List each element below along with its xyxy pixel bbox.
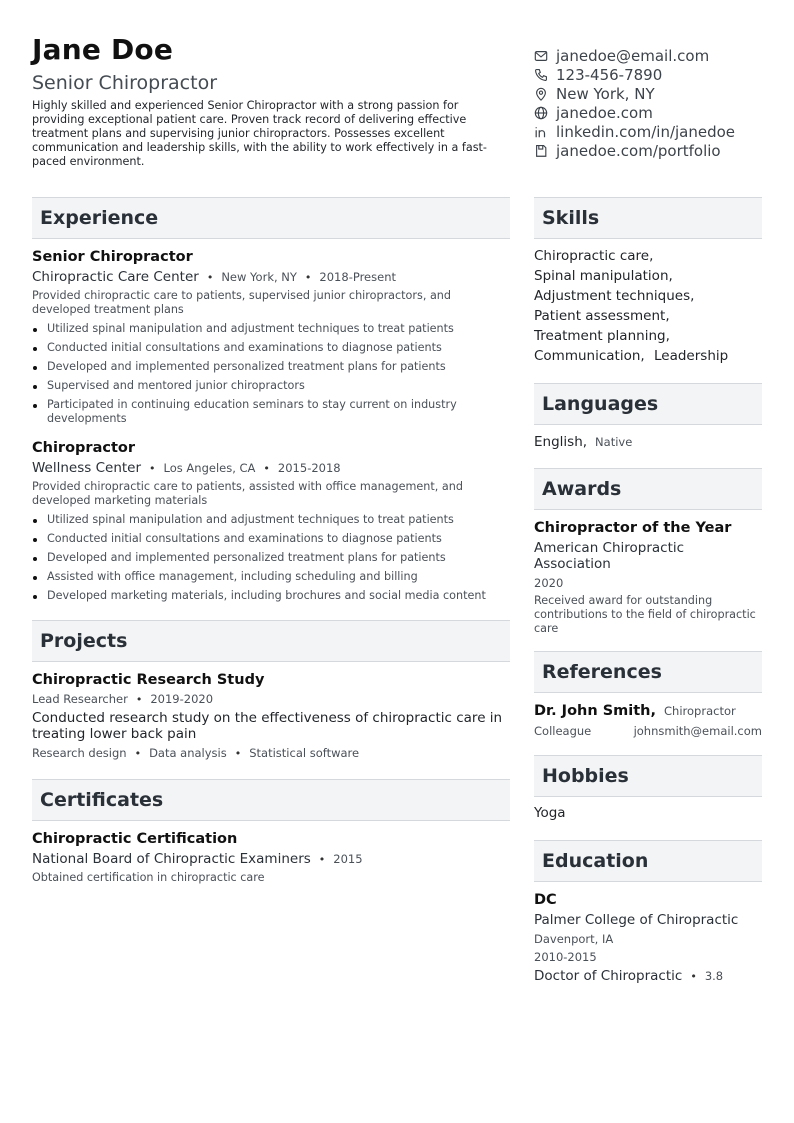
project-dates: 2019-2020 (150, 692, 214, 706)
contact-linkedin-text: linkedin.com/in/janedoe (556, 122, 736, 141)
experience-item (32, 440, 510, 603)
certificates-heading: Certificates (32, 779, 510, 821)
separator-dot: • (690, 970, 697, 983)
education-dates: 2010-2015 (534, 950, 597, 964)
globe-icon (534, 106, 548, 120)
main-column (32, 197, 510, 885)
language-name: English, (534, 434, 588, 450)
skill-item: Chiropractic care, (534, 248, 654, 264)
candidate-title: Senior Chiropractor (32, 72, 217, 94)
contact-phone-text: 123-456-7890 (556, 65, 663, 84)
contact-linkedin[interactable] (534, 122, 774, 141)
award-item (534, 520, 762, 636)
education-school: Palmer College of Chiropractic (534, 912, 739, 928)
project-tag: Data analysis (149, 746, 227, 760)
reference-name-row (534, 703, 762, 719)
separator-dot: • (149, 462, 156, 475)
skill-item: Spinal manipulation, (534, 268, 673, 284)
separator-dot: • (134, 747, 142, 760)
award-year: 2020 (534, 576, 564, 590)
references-heading: References (534, 651, 762, 693)
award-org: American Chiropractic Association (534, 540, 685, 572)
project-role: Lead Researcher (32, 692, 128, 706)
skill-item: Treatment planning, (534, 328, 670, 344)
certificate-item (32, 831, 510, 885)
contact-portfolio[interactable] (534, 141, 774, 160)
project-meta (32, 692, 510, 706)
skill-item: Leadership (654, 348, 729, 364)
reference-name: Dr. John Smith, (534, 703, 657, 719)
candidate-name: Jane Doe (32, 33, 174, 66)
education-location: Davenport, IA (534, 932, 614, 946)
certificate-year: 2015 (333, 852, 363, 866)
projects-heading: Projects (32, 620, 510, 662)
contact-location-text: New York, NY (556, 84, 655, 103)
language-level: Native (595, 435, 633, 449)
contact-portfolio-text: janedoe.com/portfolio (556, 141, 721, 160)
education-field-row (534, 968, 762, 984)
education-item (534, 892, 762, 984)
contact-website-text: janedoe.com (556, 103, 653, 122)
separator-dot: • (318, 853, 326, 866)
reference-email[interactable]: johnsmith@email.com (633, 724, 762, 738)
job-company: Wellness Center (32, 460, 142, 476)
reference-item (534, 703, 762, 738)
email-icon (534, 49, 548, 63)
contact-phone[interactable] (534, 65, 774, 84)
phone-icon (534, 68, 548, 82)
job-bullet: Conducted initial consultations and examinations to diagnose patients (32, 341, 510, 355)
job-description: Provided chiropractic care to patients, assisted with office management, and developed marketing materials (32, 480, 463, 507)
job-bullet: Utilized spinal manipulation and adjustment techniques to treat patients (32, 513, 510, 527)
skill-row (534, 346, 762, 366)
certificate-title: Chiropractic Certification (32, 831, 238, 847)
project-item (32, 672, 510, 760)
language-item (534, 434, 762, 450)
portfolio-icon (534, 144, 548, 158)
contact-email[interactable] (534, 46, 774, 65)
job-meta (32, 460, 510, 476)
location-icon (534, 87, 548, 101)
job-meta (32, 269, 510, 285)
reference-relation: Colleague (534, 724, 592, 738)
job-location: New York, NY (221, 270, 297, 284)
job-bullet: Participated in continuing education seminars to stay current on industry developments (32, 398, 510, 426)
experience-heading: Experience (32, 197, 510, 239)
job-bullet: Supervised and mentored junior chiropractors (32, 379, 510, 393)
education-gpa: 3.8 (704, 969, 724, 983)
certificate-description: Obtained certification in chiropractic care (32, 871, 265, 884)
separator-dot: • (135, 693, 143, 706)
award-description: Received award for outstanding contributions to the field of chiropractic care (534, 594, 756, 635)
separator-dot: • (234, 747, 242, 760)
job-company: Chiropractic Care Center (32, 269, 199, 285)
education-heading: Education (534, 840, 762, 882)
project-title: Chiropractic Research Study (32, 672, 265, 688)
sidebar-column (534, 197, 762, 984)
skills-heading: Skills (534, 197, 762, 239)
contact-list (534, 46, 774, 160)
job-role: Senior Chiropractor (32, 249, 193, 265)
project-tags (32, 746, 510, 760)
separator-dot: • (304, 271, 312, 284)
job-bullet: Utilized spinal manipulation and adjustment techniques to treat patients (32, 322, 510, 336)
job-bullets (32, 513, 510, 603)
job-dates: 2015-2018 (277, 461, 341, 475)
skill-item: Adjustment techniques, (534, 288, 695, 304)
project-tag: Research design (32, 746, 127, 760)
job-dates: 2018-Present (319, 270, 396, 284)
linkedin-icon (534, 125, 548, 139)
job-location: Los Angeles, CA (163, 461, 256, 475)
awards-heading: Awards (534, 468, 762, 510)
skills-list (534, 246, 762, 366)
project-tag: Statistical software (249, 746, 360, 760)
contact-website[interactable] (534, 103, 774, 122)
reference-role: Chiropractor (664, 704, 736, 718)
job-bullet: Developed and implemented personalized treatment plans for patients (32, 551, 510, 565)
education-field: Doctor of Chiropractic (534, 968, 683, 984)
job-role: Chiropractor (32, 440, 136, 456)
contact-email-text: janedoe@email.com (556, 46, 710, 65)
award-title: Chiropractor of the Year (534, 520, 732, 536)
languages-heading: Languages (534, 383, 762, 425)
certificate-issuer: National Board of Chiropractic Examiners (32, 851, 311, 867)
contact-location (534, 84, 774, 103)
separator-dot: • (206, 271, 214, 284)
job-bullet: Conducted initial consultations and examinations to diagnose patients (32, 532, 510, 546)
certificate-meta (32, 851, 510, 867)
skill-item: Patient assessment, (534, 308, 670, 324)
job-bullet: Developed marketing materials, including brochures and social media content (32, 589, 510, 603)
education-degree: DC (534, 892, 557, 908)
job-bullet: Developed and implemented personalized treatment plans for patients (32, 360, 510, 374)
hobby-item: Yoga (534, 805, 566, 821)
hobbies-heading: Hobbies (534, 755, 762, 797)
job-bullet: Assisted with office management, including scheduling and billing (32, 570, 510, 584)
job-description: Provided chiropractic care to patients, supervised junior chiropractors, and developed treatment plans (32, 289, 451, 316)
experience-item (32, 249, 510, 426)
job-bullets (32, 322, 510, 426)
separator-dot: • (263, 462, 270, 475)
skill-item: Communication, (534, 348, 645, 364)
summary-text: Highly skilled and experienced Senior Chiropractor with a strong passion for providing exceptional patient care. Proven track record of delivering effective treatment plans and supervising junior chiropractors. Possesses excellent communication and leadership skills, with the ability to work effectively in a fast-paced environment. (32, 99, 487, 168)
reference-contact-row (534, 724, 762, 738)
project-description: Conducted research study on the effectiveness of chiropractic care in treating lower back pain (32, 710, 503, 742)
